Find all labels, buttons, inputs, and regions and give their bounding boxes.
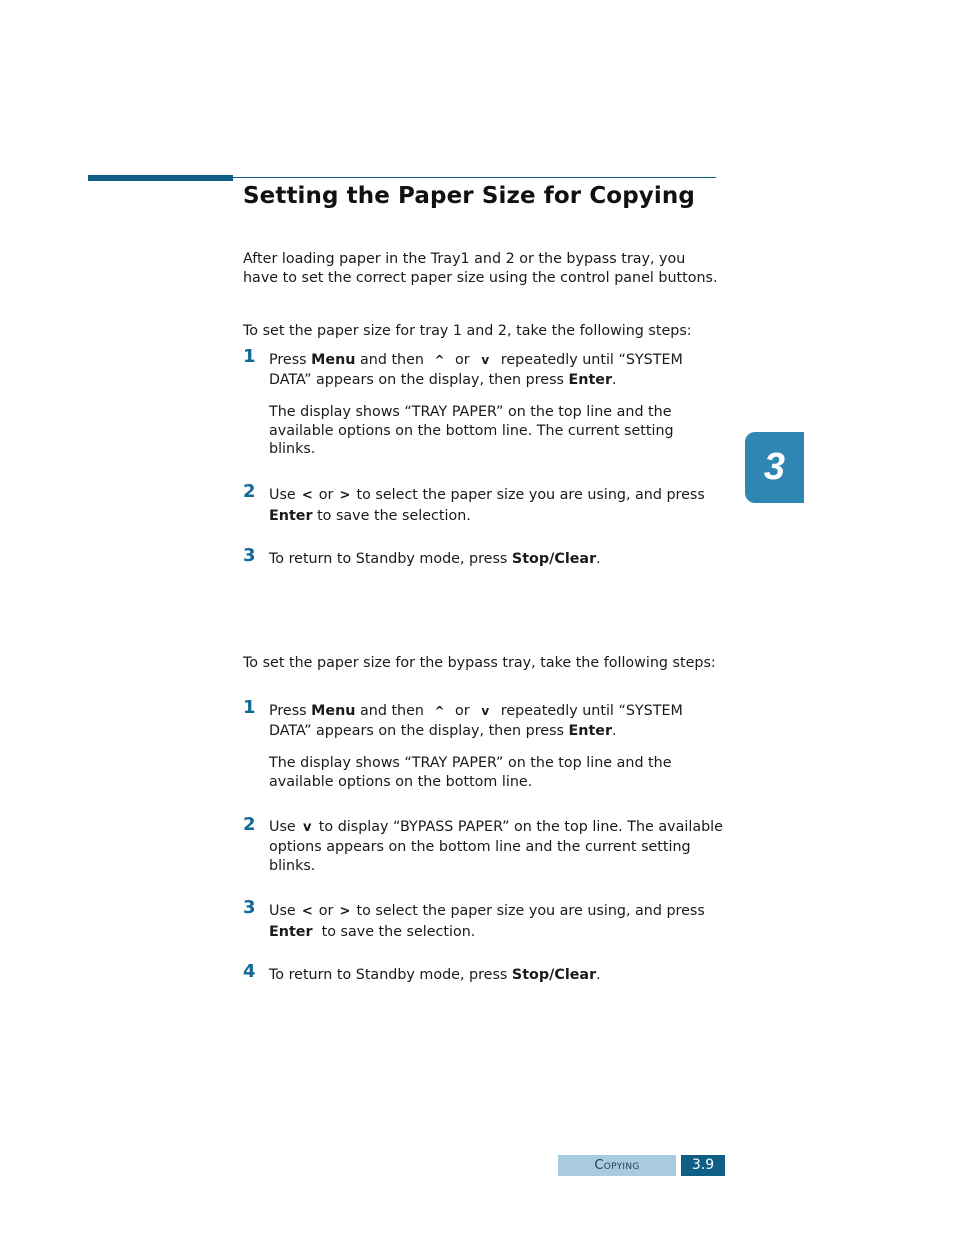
footer-section-label: Copying [558, 1155, 676, 1176]
s2-step-1 [243, 697, 723, 791]
step-number: 2 [243, 814, 256, 835]
s2-step-3 [243, 897, 723, 942]
step-text: Press Menu and then ^ or v repeatedly until “SYSTEM DATA” appears on the display, then press Enter. [269, 352, 683, 388]
s1-step-2 [243, 481, 723, 526]
step-text: To return to Standby mode, press Stop/Clear. [269, 967, 601, 983]
step-note: The display shows “TRAY PAPER” on the top line and the available options on the bottom line. [269, 755, 672, 790]
arrow-down-icon: v [481, 704, 490, 718]
arrow-left-icon: < [301, 904, 313, 919]
arrow-down-icon: v [303, 820, 312, 835]
section2-lead: To set the paper size for the bypass tray, take the following steps: [243, 655, 716, 671]
s1-step-1 [243, 346, 723, 459]
arrow-right-icon: > [339, 488, 351, 503]
step-text: Use < or > to select the paper size you are using, and press Enter to save the selection. [269, 903, 705, 940]
section1-lead: To set the paper size for tray 1 and 2, take the following steps: [243, 323, 692, 339]
arrow-left-icon: < [301, 488, 313, 503]
step-text: Use v to display “BYPASS PAPER” on the top line. The available options appears on the bottom line and the current setting blinks. [269, 819, 723, 874]
s1-step-3 [243, 545, 723, 569]
s2-step-4 [243, 961, 723, 985]
step-number: 4 [243, 961, 256, 982]
page-title: Setting the Paper Size for Copying [243, 183, 695, 209]
heading-rule-thick [88, 175, 233, 181]
arrow-up-icon: ^ [434, 704, 445, 718]
step-text: Press Menu and then ^ or v repeatedly until “SYSTEM DATA” appears on the display, then press Enter. [269, 703, 683, 739]
chapter-tab: 3 [745, 432, 804, 503]
heading-rule-thin [233, 177, 716, 178]
step-number: 1 [243, 697, 256, 718]
step-text: Use < or > to select the paper size you are using, and press Enter to save the selection. [269, 487, 705, 524]
step-number: 1 [243, 346, 256, 367]
arrow-right-icon: > [339, 904, 351, 919]
s2-step-2 [243, 814, 723, 877]
step-text: To return to Standby mode, press Stop/Clear. [269, 551, 601, 567]
intro-paragraph: After loading paper in the Tray1 and 2 or the bypass tray, you have to set the correct paper size using the control panel buttons. [243, 251, 718, 286]
step-number: 3 [243, 545, 256, 566]
arrow-down-icon: v [481, 353, 490, 367]
footer-page-number: 3.9 [681, 1155, 725, 1176]
step-number: 3 [243, 897, 256, 918]
arrow-up-icon: ^ [434, 353, 445, 367]
step-note: The display shows “TRAY PAPER” on the top line and the available options on the bottom line. The current setting blinks. [269, 404, 674, 457]
step-number: 2 [243, 481, 256, 502]
